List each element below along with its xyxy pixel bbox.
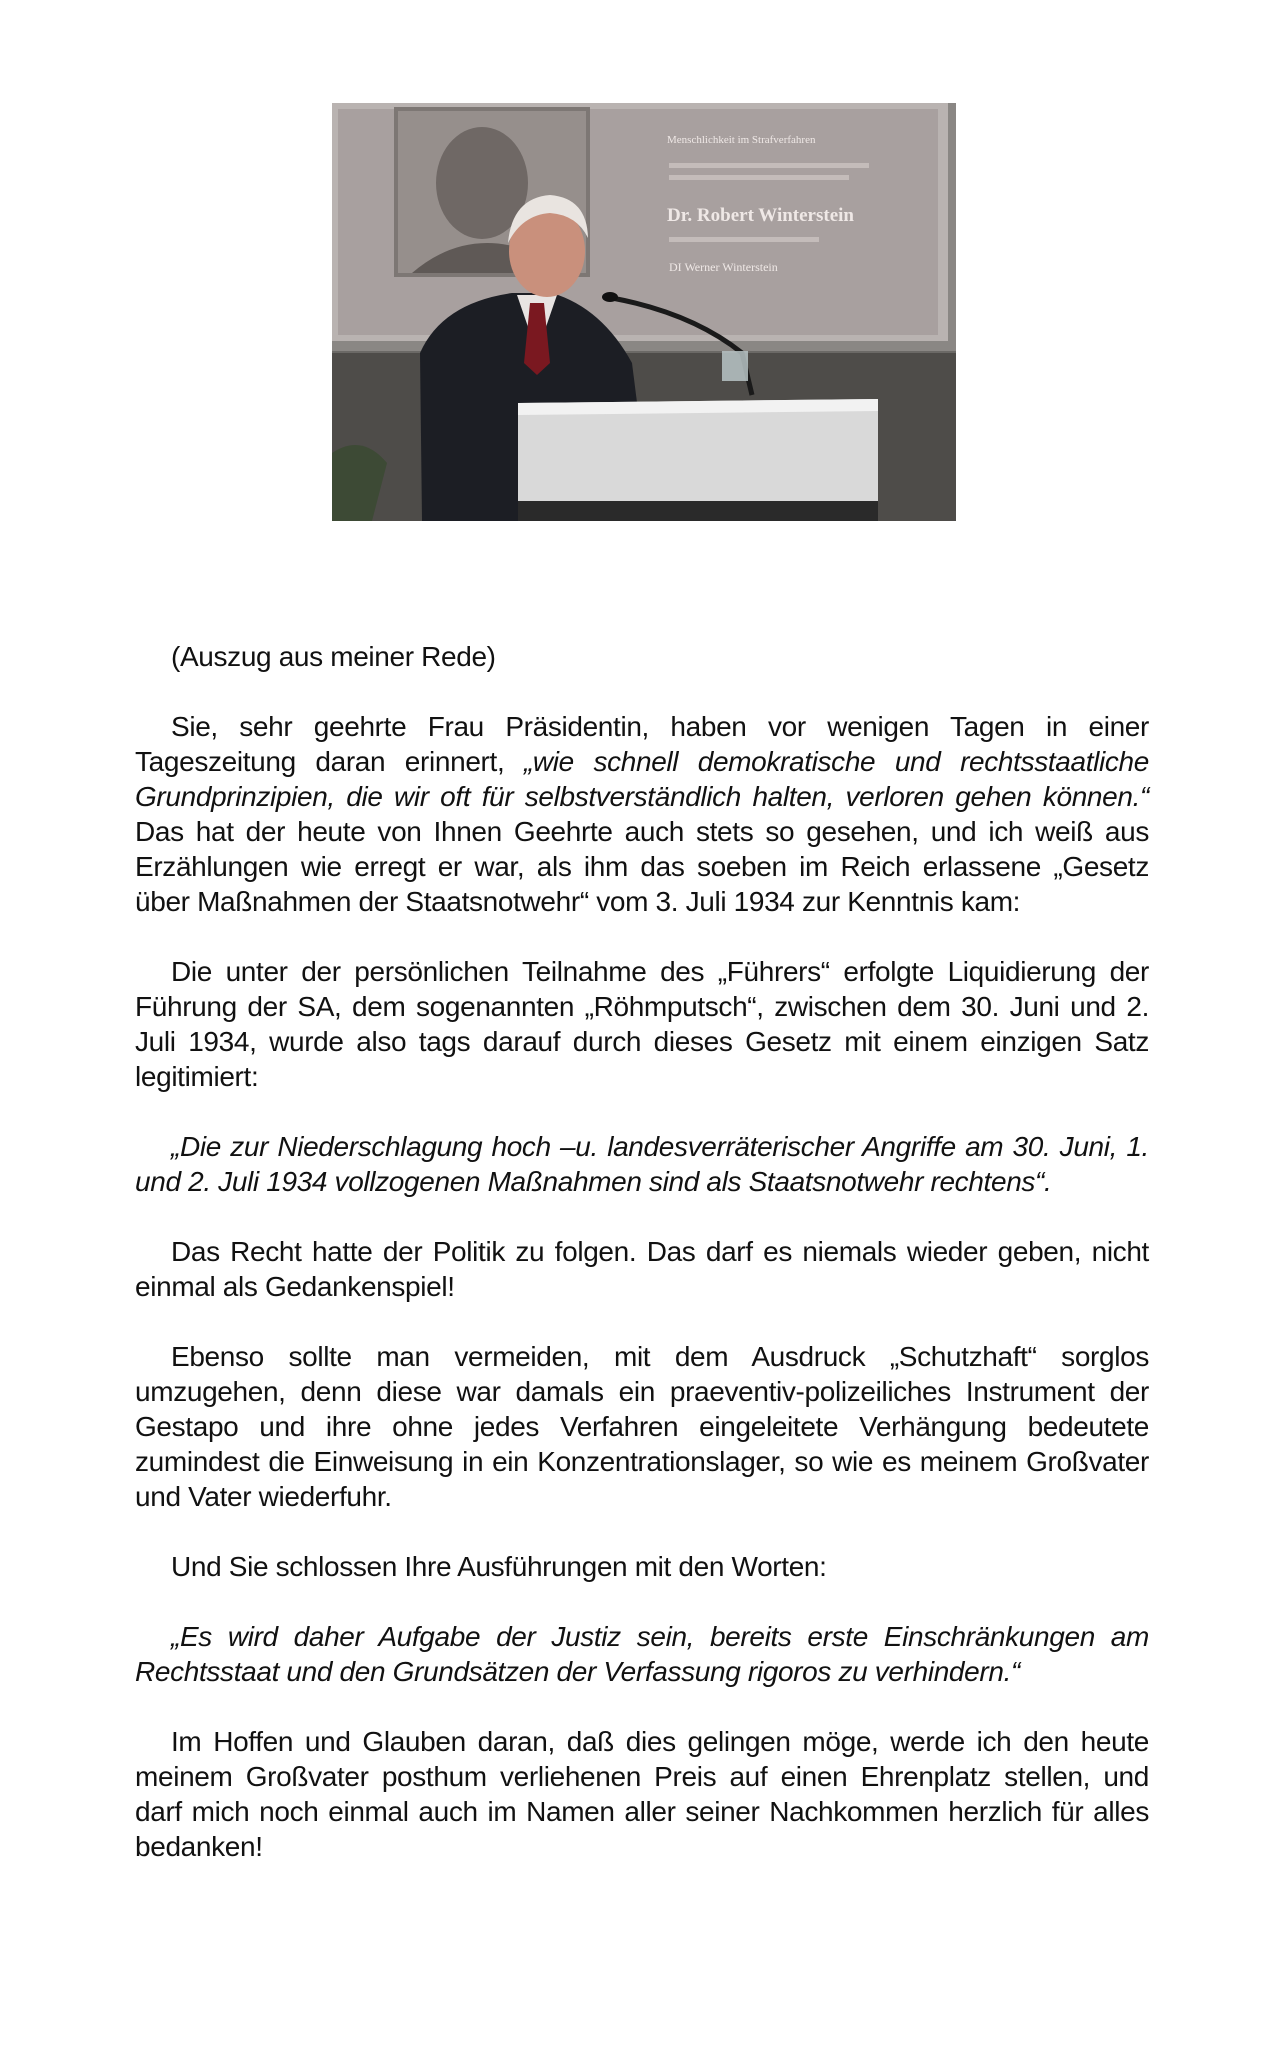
speech-excerpt <box>135 639 1149 1899</box>
screen-line-3: DI Werner Winterstein <box>669 260 778 274</box>
speaker-photo <box>332 103 956 521</box>
paragraph-1-end: Das hat der heute von Ihnen Geehrte auch stets so gesehen, und ich weiß aus Erzählungen wie erregt er war, als ihm das soeben im Reich erlassene „Gesetz über Maßnahmen der Staatsnotwehr“ vom 3. Juli 1934 zur Kenntnis kam: <box>135 816 1149 917</box>
paragraph-2: Die unter der persönlichen Teilnahme des „Führers“ erfolgte Liquidierung der Führung der SA, dem sogenannten „Röhmputsch“, zwischen dem 30. Juni und 2. Juli 1934, wurde also tags darauf durch dieses Gesetz mit einem einzigen Satz legitimiert: <box>135 956 1149 1092</box>
speaker-photo-illustration <box>332 103 956 521</box>
paragraph-4: Ebenso sollte man vermeiden, mit dem Ausdruck „Schutzhaft“ sorglos umzugehen, denn diese war damals ein praeventiv-polizeiliches Instrument der Gestapo und ihre ohne jedes Verfahren eingeleitete Verhängung bedeutete zumindest die Einweisung in ein Konzentrationslager, so wie es meinem Großvater und Vater wiederfuhr. <box>135 1341 1149 1512</box>
screen-line-2: Dr. Robert Winterstein <box>667 205 854 226</box>
paragraph-3: Das Recht hatte der Politik zu folgen. Das darf es niemals wieder geben, nicht einmal als Gedankenspiel! <box>135 1236 1149 1302</box>
paragraph-6: Im Hoffen und Glauben daran, daß dies gelingen möge, werde ich den heute meinem Großvater posthum verliehenen Preis auf einen Ehrenplatz stellen, und darf mich noch einmal auch im Namen aller seiner Nachkommen herzlich für alles bedanken! <box>135 1726 1149 1862</box>
paragraph-1-quote: „wie schnell demokratische und rechtsstaatliche Grundprinzipien, die wir oft für selbstverständlich halten, verloren gehen können.“ <box>135 746 1150 812</box>
paragraph-1-start: Sie, sehr geehrte Frau Präsidentin, haben vor wenigen Tagen in einer Tageszeitung daran erinnert, <box>135 711 1149 777</box>
paragraph-1 <box>135 709 1149 919</box>
closing-quote: „Es wird daher Aufgabe der Justiz sein, bereits erste Einschränkungen am Rechtsstaat und den Grundsätzen der Verfassung rigoros zu verhindern.“ <box>135 1621 1149 1687</box>
speech-heading: (Auszug aus meiner Rede) <box>171 641 496 672</box>
screen-line-1: Menschlichkeit im Strafverfahren <box>667 134 816 146</box>
paragraph-5: Und Sie schlossen Ihre Ausführungen mit den Worten: <box>171 1551 827 1582</box>
law-quote: „Die zur Niederschlagung hoch –u. landesverräterischer Angriffe am 30. Juni, 1. und 2. Juli 1934 vollzogenen Maßnahmen sind als Staatsnotwehr rechtens“. <box>135 1131 1149 1197</box>
